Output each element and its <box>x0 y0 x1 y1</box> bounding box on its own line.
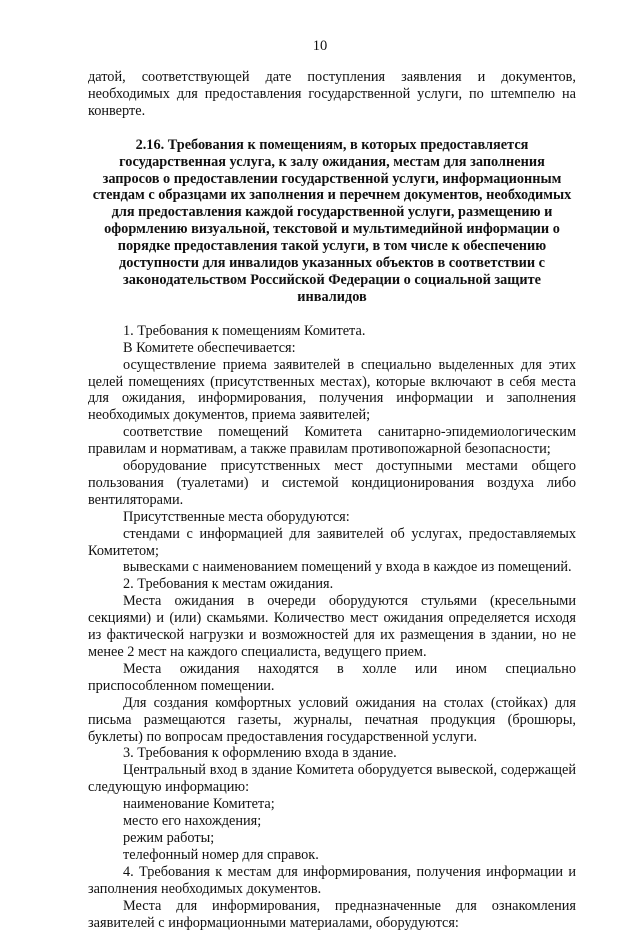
paragraph: Места ожидания находятся в холле или ином специально приспособленном помещении. <box>88 660 576 694</box>
paragraph: Центральный вход в здание Комитета оборудуется вывеской, содержащей следующую информацию: <box>88 762 576 796</box>
paragraph: 2. Требования к местам ожидания. <box>123 576 334 593</box>
paragraph: телефонный номер для справок. <box>123 846 319 863</box>
paragraph: осуществление приема заявителей в специально выделенных для этих целей помещениях (присутственных местах), которые включают в себя места для ожидания, информирования, получения информации и заполнения необходимых документов, приема заявителей; <box>88 356 576 424</box>
paragraph: стендами с информацией для заявителей об услугах, предоставляемых Комитетом; <box>88 525 576 559</box>
paragraph: вывесками с наименованием помещений у входа в каждое из помещений. <box>123 559 572 576</box>
document-body <box>88 69 576 931</box>
intro-paragraph: датой, соответствующей дате поступления заявления и документов, необходимых для предоставления государственной услуги, по штемпелю на конверте. <box>88 69 576 119</box>
page-number: 10 <box>312 38 328 54</box>
paragraph: Присутственные места оборудуются: <box>123 508 350 525</box>
paragraph: соответствие помещений Комитета санитарно-эпидемиологическим правилам и нормативам, а также правилам противопожарной безопасности; <box>88 424 576 458</box>
paragraph: В Комитете обеспечивается: <box>123 339 296 356</box>
paragraph: Места для информирования, предназначенные для ознакомления заявителей с информационными материалами, оборудуются: <box>88 897 576 931</box>
paragraph: 4. Требования к местам для информирования, получения информации и заполнения необходимых документов. <box>88 863 576 897</box>
paragraph: оборудование присутственных мест доступными местами общего пользования (туалетами) и системой кондиционирования воздуха либо вентиляторами. <box>88 458 576 508</box>
paragraph: 1. Требования к помещениям Комитета. <box>123 322 366 339</box>
section-heading: 2.16. Требования к помещениям, в которых предоставляется государственная услуга, к залу ожидания, местам для заполнения запросов о предоставлении государственной услуги, информационным стендам с образцами их заполнения и перечнем документов, необходимых для предоставления каждой государственной услуги, размещению и оформлению визуальной, текстовой и мультимедийной информации о порядке предоставления такой услуги, в том числе к обеспечению доступности для инвалидов указанных объектов в соответствии с законодательством Российской Федерации о социальной защите инвалидов <box>92 136 572 305</box>
paragraph: наименование Комитета; <box>123 796 275 813</box>
paragraph: режим работы; <box>123 829 215 846</box>
paragraph: Для создания комфортных условий ожидания на столах (стойках) для письма размещаются газеты, журналы, печатная продукция (брошюры, буклеты) по вопросам предоставления государственной услуги. <box>88 694 576 745</box>
paragraph: место его нахождения; <box>123 813 262 830</box>
paragraph: 3. Требования к оформлению входа в здание. <box>123 745 397 762</box>
paragraph: Места ожидания в очереди оборудуются стульями (кресельными секциями) и (или) скамьями. Количество мест ожидания определяется исходя из фактической нагрузки и возможностей для их размещения в здании, но не менее 2 мест на каждого специалиста, ведущего прием. <box>88 593 576 660</box>
